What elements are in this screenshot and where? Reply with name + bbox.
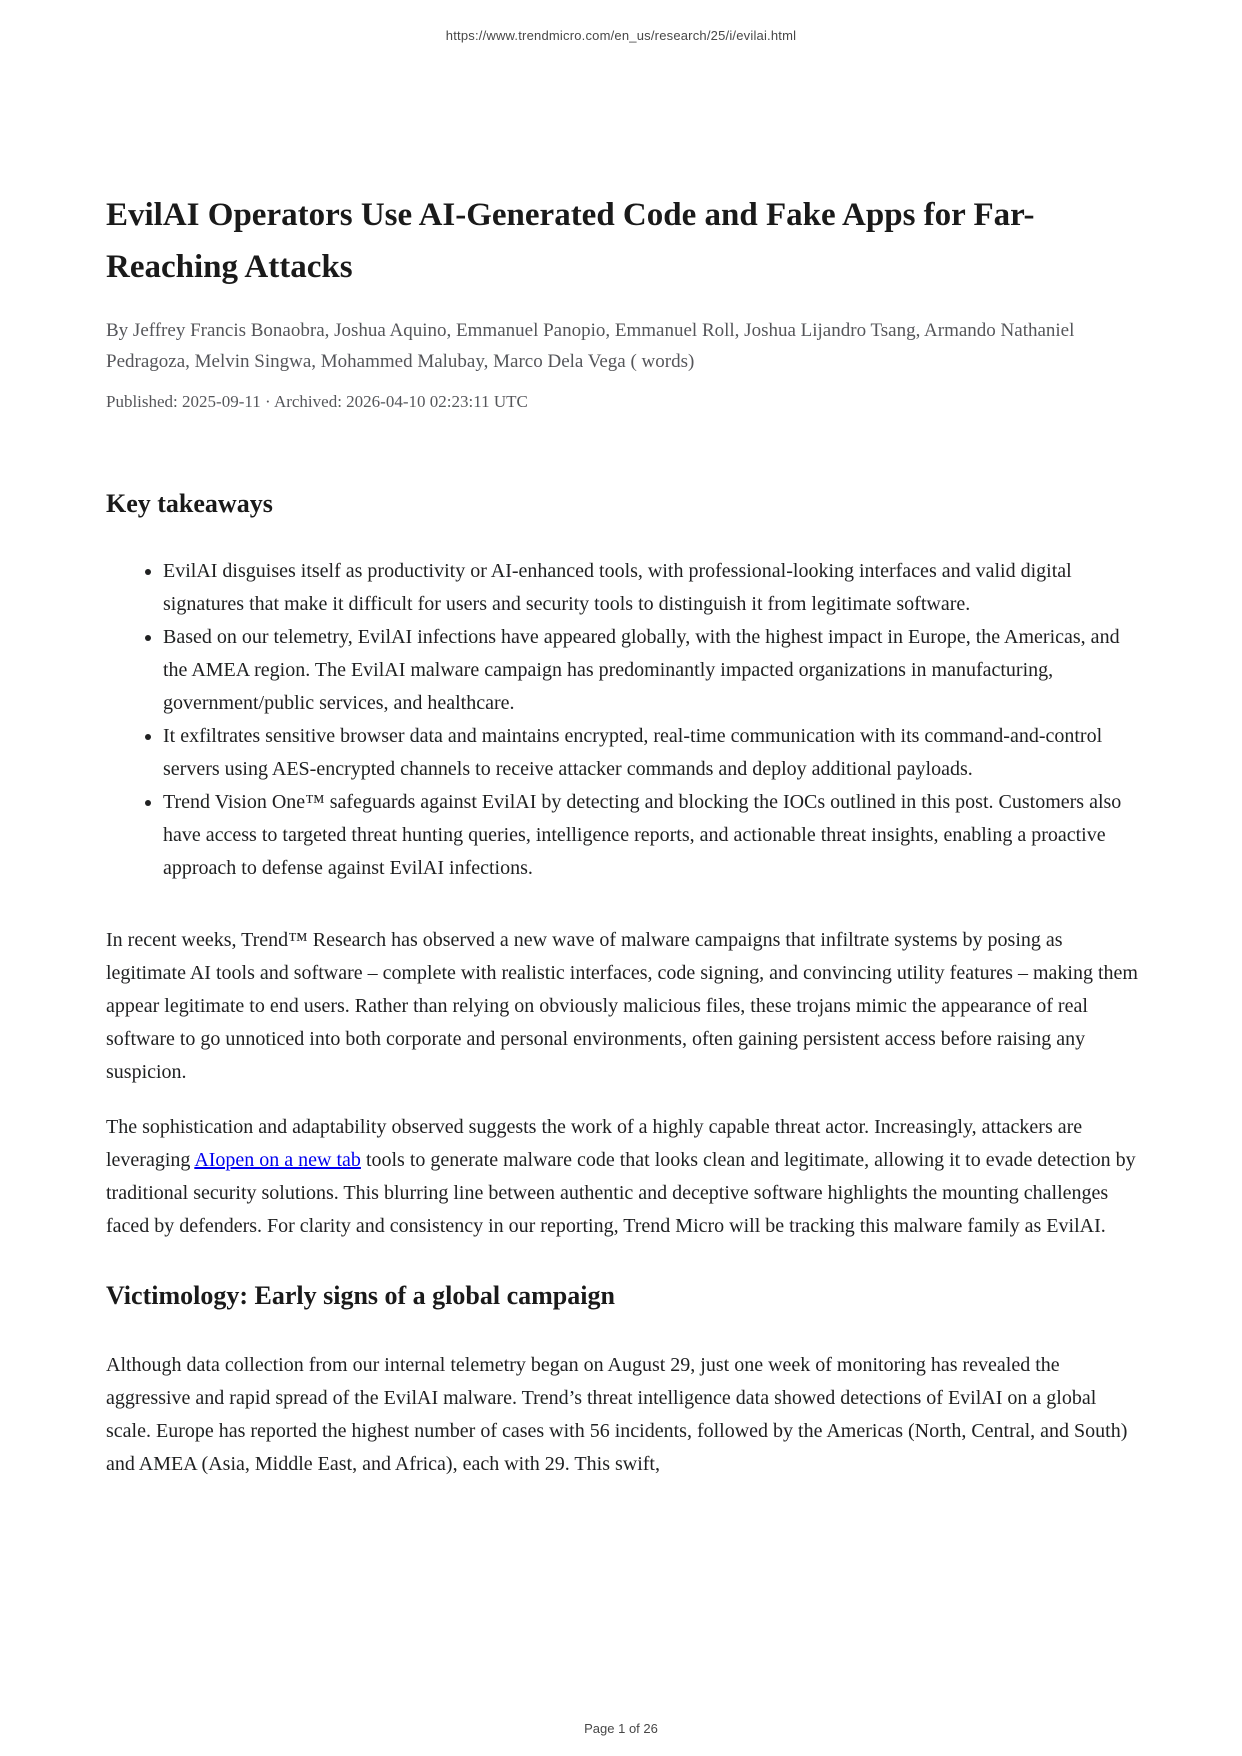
- article: [106, 189, 1138, 1481]
- article-title: EvilAI Operators Use AI-Generated Code and Fake Apps for Far-Reaching Attacks: [106, 197, 1035, 285]
- takeaway-item: • It exfiltrates sensitive browser data and maintains encrypted, real-time communication with its command-and-control servers using AES-encrypted channels to receive attacker commands and deploy additional payloads.: [163, 720, 1138, 786]
- takeaway-item: • EvilAI disguises itself as productivity or AI-enhanced tools, with professional-looking interfaces and valid digital signatures that make it difficult for users and security tools to distinguish it from legitimate software.: [163, 555, 1138, 621]
- victimology-paragraph: Although data collection from our internal telemetry began on August 29, just one week of monitoring has revealed the aggressive and rapid spread of the EvilAI malware. Trend’s threat intelligence data showed detections of EvilAI on a global scale. Europe has reported the highest number of cases with 56 incidents, followed by the Americas (North, Central, and South) and AMEA (Asia, Middle East, and Africa), each with 29. This swift,: [106, 1354, 1128, 1475]
- publish-meta: Published: 2025-09-11 · Archived: 2026-04-10 02:23:11 UTC: [106, 392, 528, 411]
- key-takeaways-list: [106, 555, 1138, 885]
- page-indicator: Page 1 of 26: [584, 1721, 658, 1736]
- sophistication-paragraph: [106, 1111, 1138, 1243]
- source-url: https://www.trendmicro.com/en_us/research/25/i/evilai.html: [445, 28, 797, 43]
- paragraph-text-before-link: The sophistication and adaptability observed suggests the work of a highly capable threat actor. Increasingly, attackers are leveraging: [106, 1116, 1083, 1171]
- intro-paragraph: In recent weeks, Trend™ Research has observed a new wave of malware campaigns that infiltrate systems by posing as legitimate AI tools and software – complete with realistic interfaces, code signing, and convincing utility features – making them appear legitimate to end users. Rather than relying on obviously malicious files, these trojans mimic the appearance of real software to go unnoticed into both corporate and personal environments, often gaining persistent access before raising any suspicion.: [106, 929, 1138, 1083]
- takeaway-item: • Trend Vision One™ safeguards against EvilAI by detecting and blocking the IOCs outlined in this post. Customers also have access to targeted threat hunting queries, intelligence reports, and actionable threat insights, enabling a proactive approach to defense against EvilAI infections.: [163, 786, 1138, 885]
- ai-tools-link[interactable]: AIopen on a new tab: [194, 1149, 361, 1171]
- paragraph-text-after-link: tools to generate malware code that looks clean and legitimate, allowing it to evade detection by traditional security solutions. This blurring line between authentic and deceptive software highlights the mounting challenges faced by defenders. For clarity and consistency in our reporting, Trend Micro will be tracking this malware family as EvilAI.: [106, 1149, 1136, 1237]
- byline: By Jeffrey Francis Bonaobra, Joshua Aquino, Emmanuel Panopio, Emmanuel Roll, Joshua Lijandro Tsang, Armando Nathaniel Pedragoza, Melvin Singwa, Mohammed Malubay, Marco Dela Vega ( words): [106, 320, 1075, 372]
- takeaway-item: • Based on our telemetry, EvilAI infections have appeared globally, with the highest impact in Europe, the Americas, and the AMEA region. The EvilAI malware campaign has predominantly impacted organizations in manufacturing, government/public services, and healthcare.: [163, 621, 1138, 720]
- key-takeaways-heading: Key takeaways: [106, 489, 273, 518]
- victimology-heading: Victimology: Early signs of a global campaign: [106, 1281, 615, 1310]
